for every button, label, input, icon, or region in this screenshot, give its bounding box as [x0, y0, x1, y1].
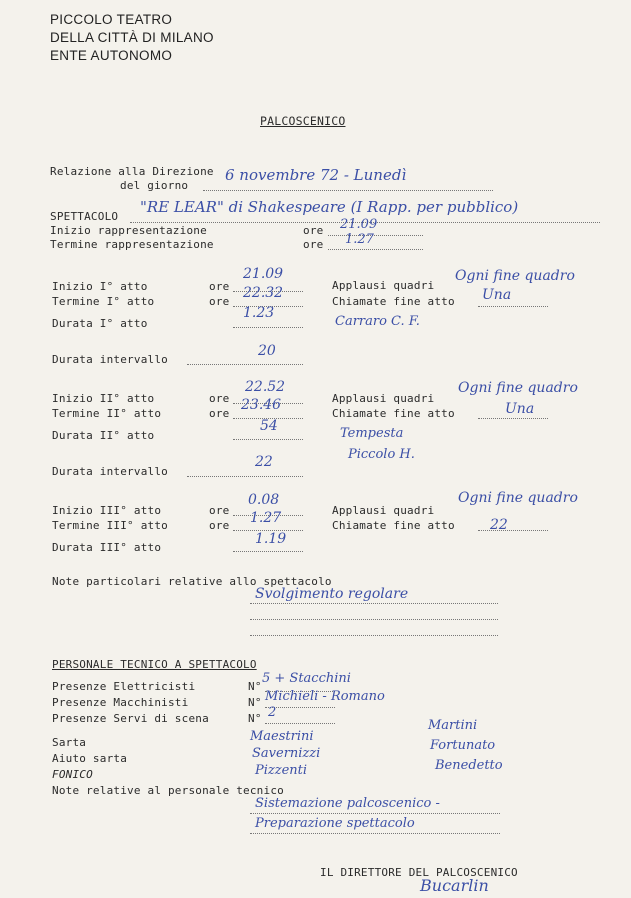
act1-applausi-value: Ogni fine quadro: [455, 268, 575, 284]
act1-termine-label: Termine I° atto: [52, 295, 155, 308]
macchinisti-label: Presenze Macchinisti: [52, 696, 189, 709]
interval1-value: 20: [258, 343, 276, 359]
termine-rapp-value: 1.27: [345, 232, 374, 247]
act3-chiamate-label: Chiamate fine atto: [332, 519, 455, 532]
personale-title: PERSONALE TECNICO A SPETTACOLO: [52, 658, 257, 671]
personale-note-label: Note relative al personale tecnico: [52, 784, 284, 797]
relazione-label: Relazione alla Direzione: [50, 165, 214, 178]
act2-note-value1: Tempesta: [340, 426, 404, 441]
act2-note-value2: Piccolo H.: [348, 447, 415, 462]
servi-value: 2: [268, 705, 277, 720]
act1-termine-value: 22.32: [243, 285, 284, 301]
personale-note-value2: Preparazione spettacolo: [255, 816, 415, 831]
act1-inizio-value: 21.09: [243, 266, 284, 282]
act2-inizio-ore: ore: [209, 392, 230, 405]
act3-inizio-ore: ore: [209, 504, 230, 517]
act2-inizio-label: Inizio II° atto: [52, 392, 155, 405]
org-name-line3: ENTE AUTONOMO: [50, 48, 173, 63]
aiuto-sarta-value: Savernizzi: [252, 746, 321, 761]
spettacolo-label: SPETTACOLO: [50, 210, 119, 223]
staff-col2-3: Benedetto: [435, 758, 503, 773]
staff-col2-1: Martini: [428, 718, 478, 733]
aiuto-sarta-label: Aiuto sarta: [52, 752, 128, 765]
notes-label: Note particolari relative allo spettacolo: [52, 575, 332, 588]
act1-durata-label: Durata I° atto: [52, 317, 148, 330]
act3-termine-ore: ore: [209, 519, 230, 532]
termine-rapp-ore: ore: [303, 238, 324, 251]
act2-durata-label: Durata II° atto: [52, 429, 155, 442]
act3-applausi-value: Ogni fine quadro: [458, 490, 578, 506]
spettacolo-value: "RE LEAR" di Shakespeare (I Rapp. per pubblico): [140, 198, 519, 216]
act3-durata-value: 1.19: [255, 531, 287, 547]
signature-label: IL DIRETTORE DEL PALCOSCENICO: [320, 866, 518, 879]
elettricisti-n: N°: [248, 680, 262, 693]
act2-chiamate-label: Chiamate fine atto: [332, 407, 455, 420]
interval2-label: Durata intervallo: [52, 465, 168, 478]
org-name-line1: PICCOLO TEATRO: [50, 12, 173, 27]
org-name-line2: DELLA CITTÀ DI MILANO: [50, 30, 214, 45]
interval2-value: 22: [255, 454, 273, 470]
act1-inizio-label: Inizio I° atto: [52, 280, 148, 293]
notes-value: Svolgimento regolare: [255, 586, 409, 602]
servi-label: Presenze Servi di scena: [52, 712, 209, 725]
act3-durata-label: Durata III° atto: [52, 541, 162, 554]
act3-inizio-value: 0.08: [248, 492, 280, 508]
inizio-rapp-ore: ore: [303, 224, 324, 237]
personale-note-value1: Sistemazione palcoscenico -: [255, 796, 440, 811]
sarta-label: Sarta: [52, 736, 87, 749]
act3-chiamate-value: 22: [490, 517, 508, 533]
sarta-value: Maestrini: [250, 729, 314, 744]
act2-inizio-value: 22.52: [245, 379, 286, 395]
giorno-label: del giorno: [120, 179, 189, 192]
act2-chiamate-value: Una: [505, 401, 535, 417]
act3-inizio-label: Inizio III° atto: [52, 504, 162, 517]
fonico-value: Pizzenti: [255, 763, 308, 778]
act1-termine-ore: ore: [209, 295, 230, 308]
fonico-label: FONICO: [52, 768, 93, 781]
act2-applausi-value: Ogni fine quadro: [458, 380, 578, 396]
act3-termine-value: 1.27: [250, 510, 282, 526]
act1-note-value: Carraro C. F.: [335, 314, 420, 329]
act3-applausi-label: Applausi quadri: [332, 504, 435, 517]
act1-chiamate-value: Una: [482, 287, 512, 303]
act2-termine-value: 23.46: [241, 397, 282, 413]
macchinisti-value: Michieli - Romano: [265, 689, 385, 704]
page-title: PALCOSCENICO: [260, 114, 346, 128]
act1-durata-value: 1.23: [243, 305, 275, 321]
act2-applausi-label: Applausi quadri: [332, 392, 435, 405]
act2-termine-ore: ore: [209, 407, 230, 420]
interval1-label: Durata intervallo: [52, 353, 168, 366]
act1-chiamate-label: Chiamate fine atto: [332, 295, 455, 308]
macchinisti-n: N°: [248, 696, 262, 709]
elettricisti-label: Presenze Elettricisti: [52, 680, 196, 693]
staff-col2-2: Fortunato: [430, 738, 496, 753]
act3-termine-label: Termine III° atto: [52, 519, 168, 532]
inizio-rapp-value: 21.09: [340, 217, 378, 232]
inizio-rapp-label: Inizio rappresentazione: [50, 224, 207, 237]
signature-value: Bucarlin: [420, 876, 489, 895]
act2-termine-label: Termine II° atto: [52, 407, 162, 420]
servi-n: N°: [248, 712, 262, 725]
act1-inizio-ore: ore: [209, 280, 230, 293]
act1-applausi-label: Applausi quadri: [332, 279, 435, 292]
date-value: 6 novembre 72 - Lunedì: [225, 166, 407, 184]
act2-durata-value: 54: [260, 418, 278, 434]
elettricisti-value: 5 + Stacchini: [262, 671, 351, 686]
termine-rapp-label: Termine rappresentazione: [50, 238, 214, 251]
